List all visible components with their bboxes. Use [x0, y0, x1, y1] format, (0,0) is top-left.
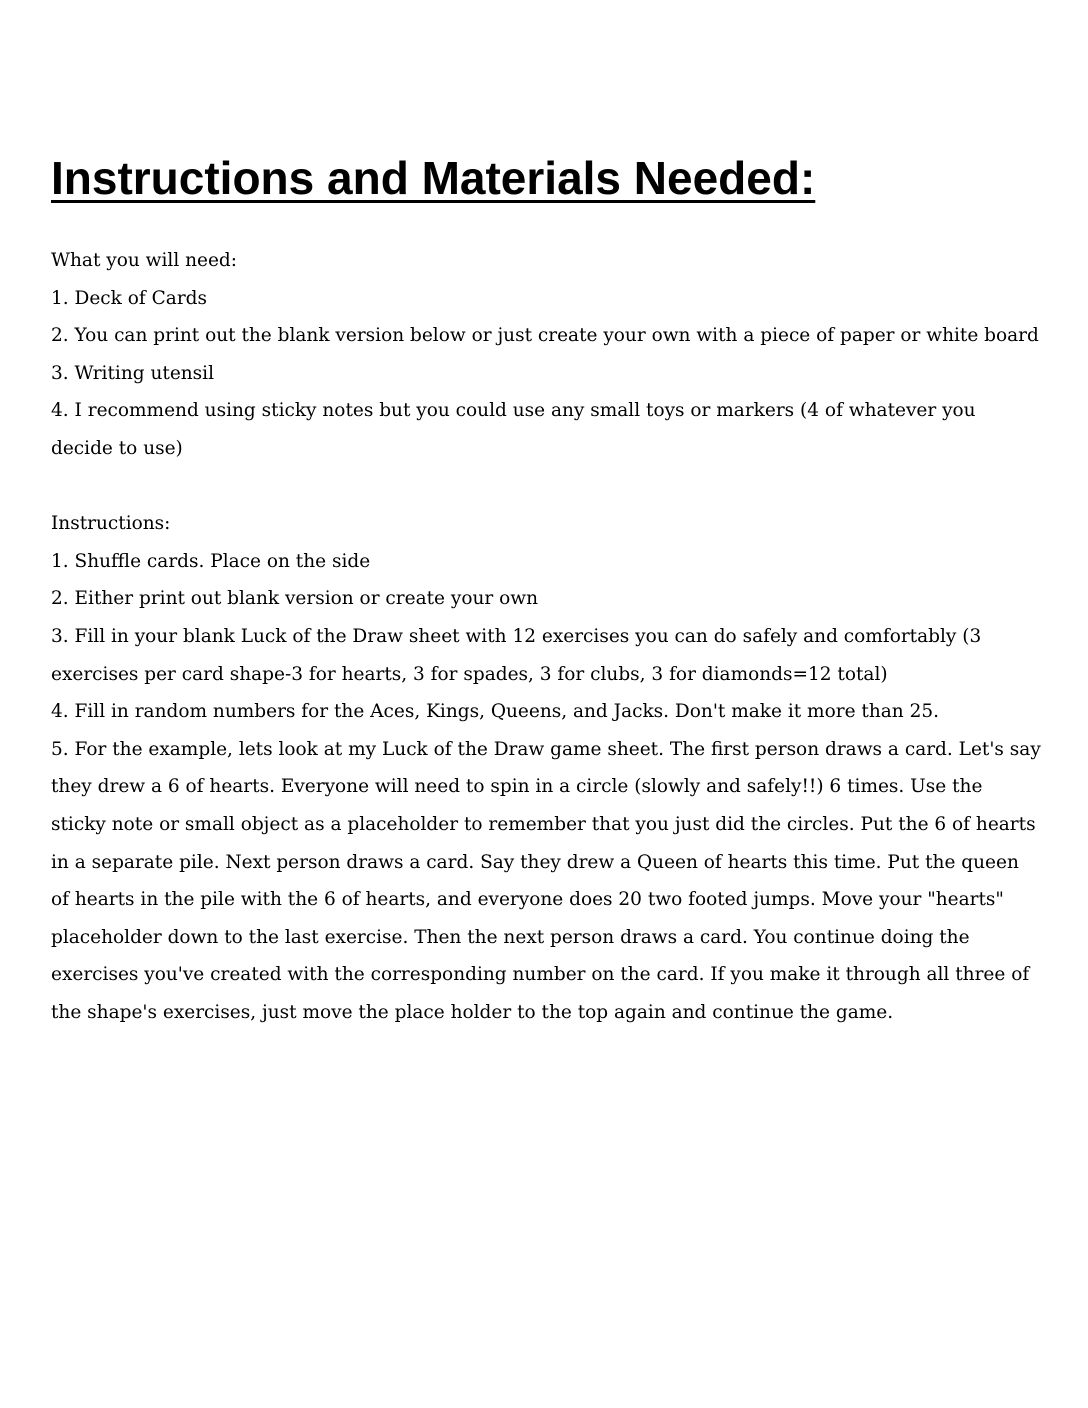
materials-item: 2. You can print out the blank version below or just create your own with a piece of paper or white board	[51, 325, 1039, 347]
instruction-step: 2. Either print out blank version or create your own	[51, 588, 538, 610]
document-body	[51, 242, 1041, 1031]
page-title: Instructions and Materials Needed:	[51, 152, 816, 204]
instruction-step: 5. For the example, lets look at my Luck of the Draw game sheet. The first person draws a card. Let's say they drew a 6 of hearts. Everyone will need to spin in a circle (slowly and safely!!) 6 times. Use the sticky note or small object as a placeholder to remember that you just did the circles. Put the 6 of hearts in a separate pile. Next person draws a card. Say they drew a Queen of hearts this time. Put the queen of hearts in the pile with the 6 of hearts, and everyone does 20 two footed jumps. Move your "hearts" placeholder down to the last exercise. Then the next person draws a card. You continue doing the exercises you've created with the corresponding number on the card. If you make it through all three of the shape's exercises, just move the place holder to the top again and continue the game.	[51, 738, 1041, 1023]
materials-heading: What you will need:	[51, 250, 238, 271]
instructions-heading: Instructions:	[51, 513, 171, 535]
materials-item: 4. I recommend using sticky notes but you could use any small toys or markers (4 of whatever you decide to use)	[51, 400, 976, 459]
materials-item: 3. Writing utensil	[51, 362, 215, 384]
instruction-step: 4. Fill in random numbers for the Aces, Kings, Queens, and Jacks. Don't make it more than 25.	[51, 701, 940, 723]
materials-item: 1. Deck of Cards	[51, 287, 207, 309]
instruction-step: 1. Shuffle cards. Place on the side	[51, 550, 371, 572]
instruction-step: 3. Fill in your blank Luck of the Draw sheet with 12 exercises you can do safely and comfortably (3 exercises per card shape-3 for hearts, 3 for spades, 3 for clubs, 3 for diamonds=12 total)	[51, 625, 982, 685]
section-spacer	[51, 468, 1041, 506]
